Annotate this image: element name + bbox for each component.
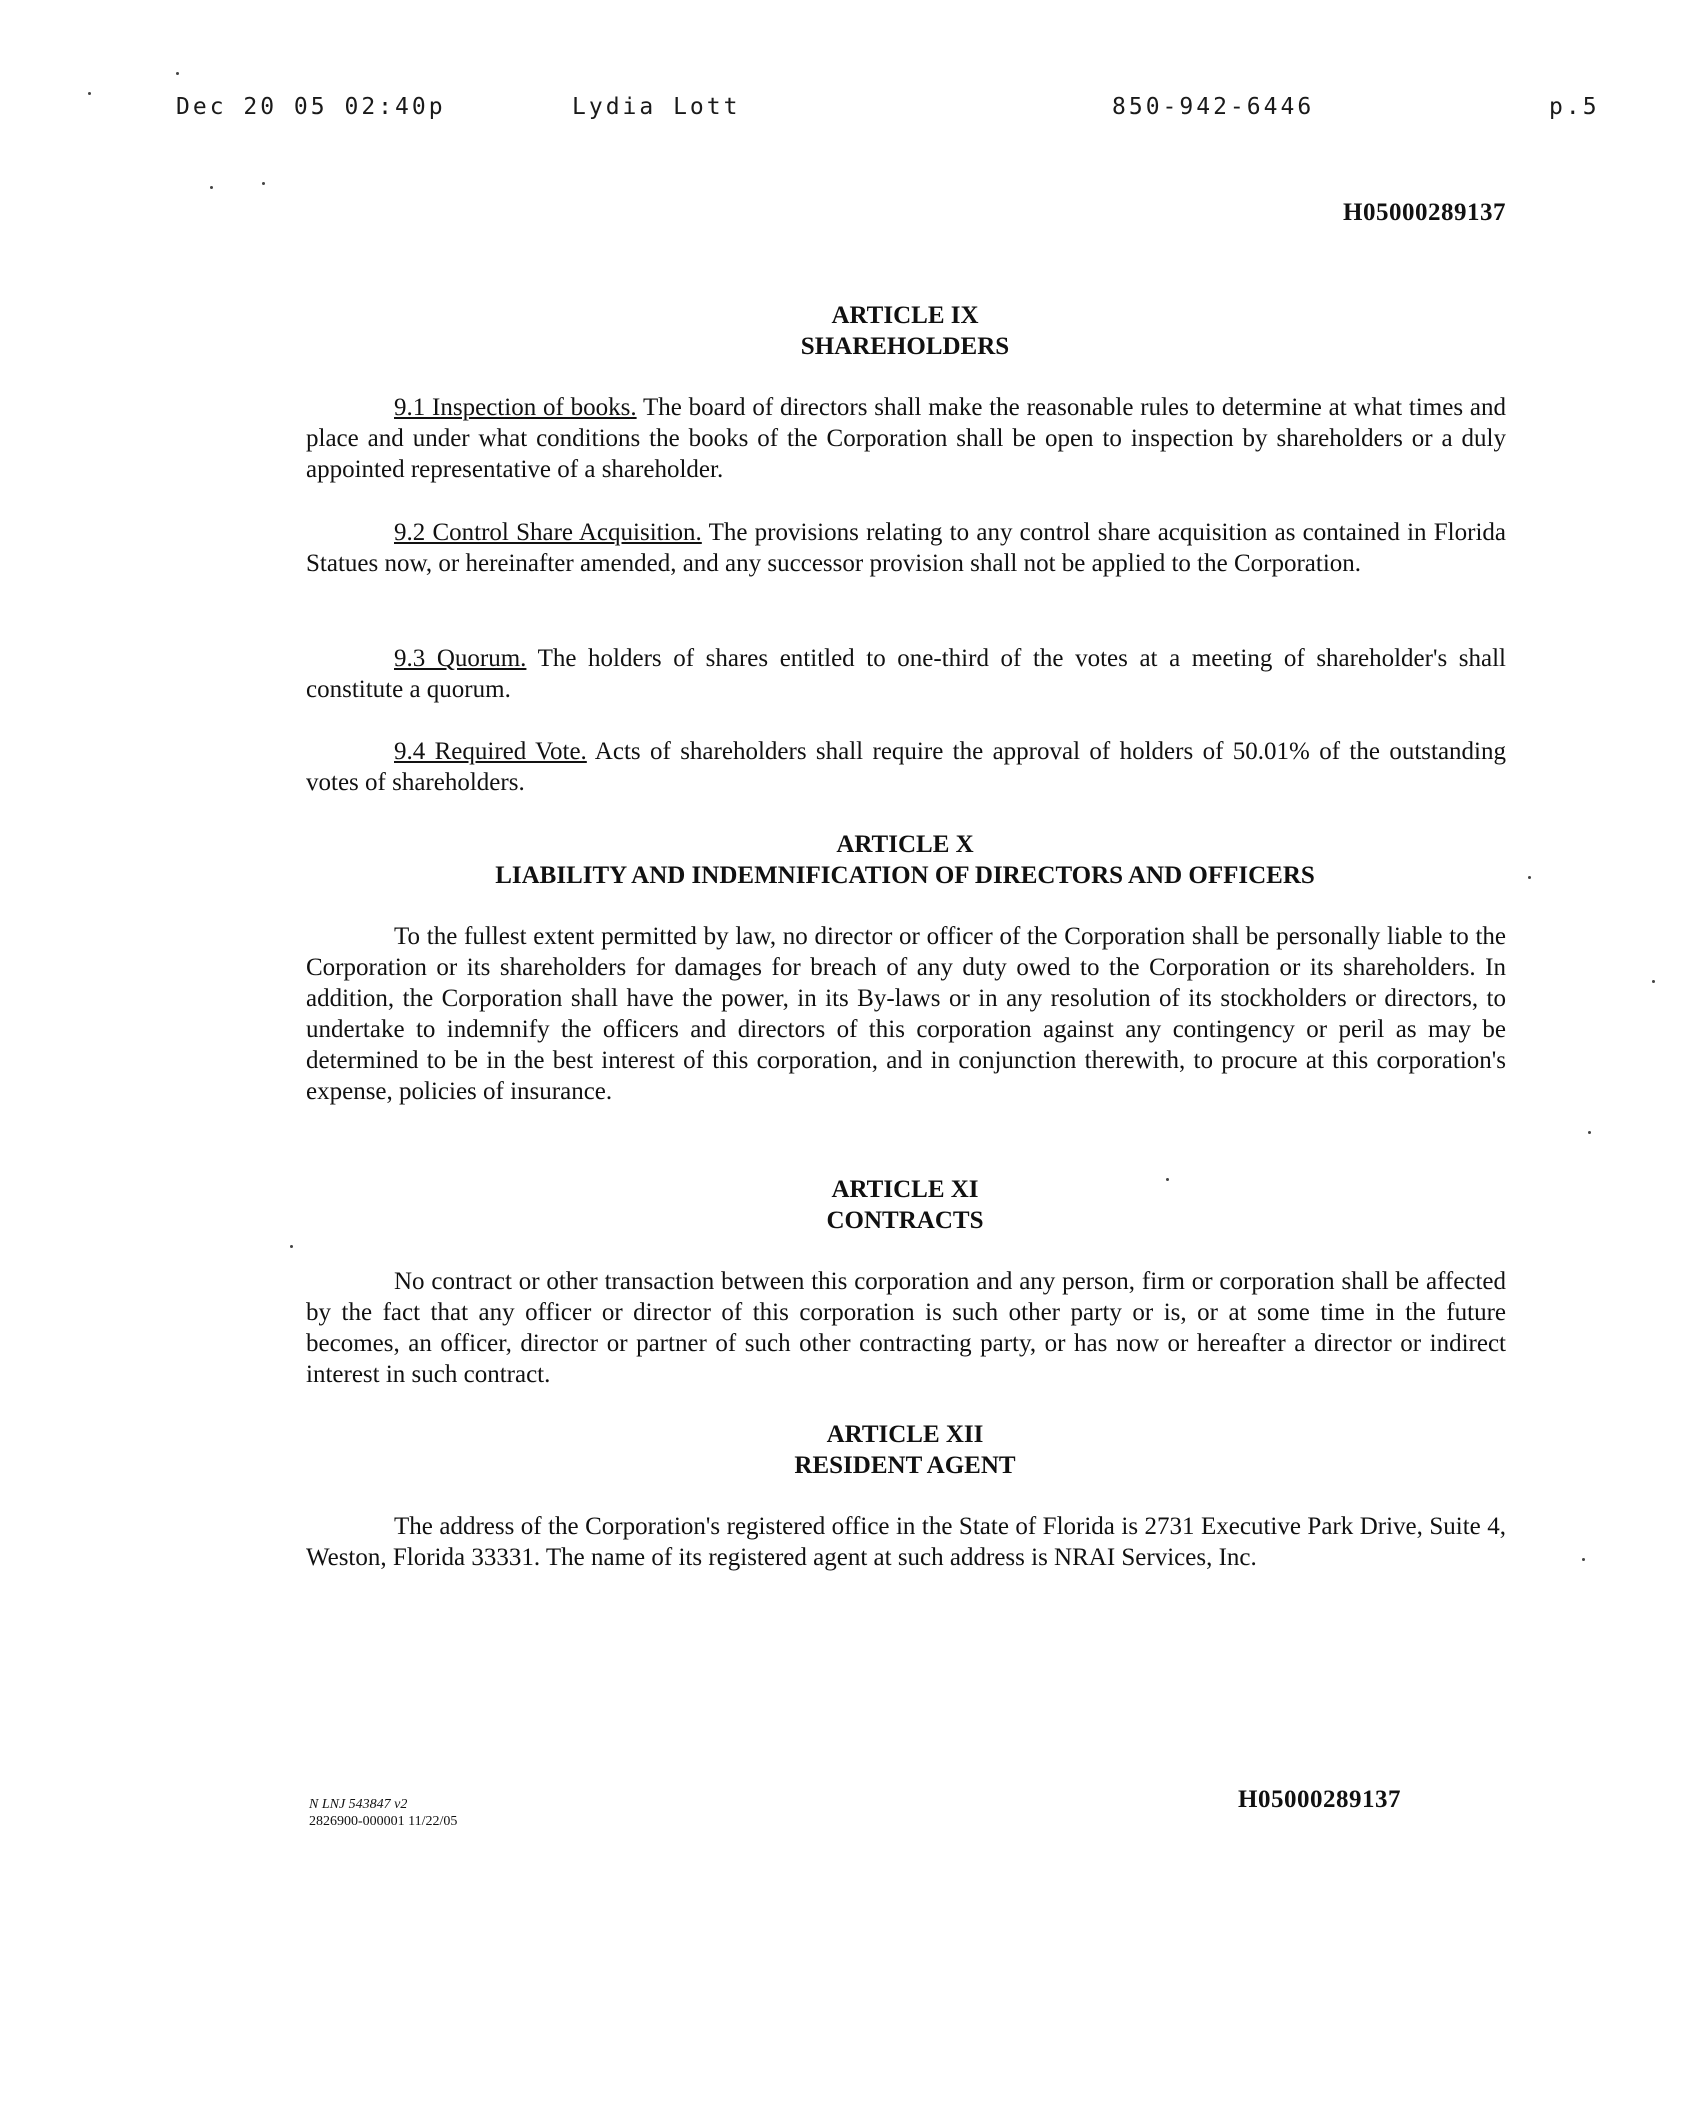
article-xii-subtitle: RESIDENT AGENT <box>794 1452 1016 1479</box>
footer-reference <box>309 1796 457 1830</box>
article-xii-title: ARTICLE XII <box>826 1421 984 1448</box>
article-xii-text: The address of the Corporation's registered office in the State of Florida is 2731 Executive Park Drive, Suite 4, Weston, Florida 33331. The name of its registered agent at such address is NRAI Services, Inc. <box>306 1513 1506 1571</box>
section-9-3-heading: 9.3 Quorum. <box>394 645 527 672</box>
section-9-2-heading: 9.2 Control Share Acquisition. <box>394 519 702 546</box>
scan-speck <box>262 182 265 185</box>
article-ix-title: ARTICLE IX <box>831 302 979 329</box>
scan-speck <box>1652 980 1655 983</box>
scan-speck <box>1582 1558 1585 1561</box>
scan-speck <box>1588 1131 1591 1134</box>
document-id-top: H05000289137 <box>1343 199 1506 226</box>
section-9-4 <box>306 736 1506 798</box>
article-x-subtitle: LIABILITY AND INDEMNIFICATION OF DIRECTORS AND OFFICERS <box>495 862 1315 889</box>
section-9-3 <box>306 643 1506 705</box>
article-xi-text: No contract or other transaction between this corporation and any person, firm or corporation shall be affected by the fact that any officer or director of this corporation is such other party or is, or at some time in the future becomes, an officer, director or partner of such other contracting party, or has now or hereafter a director or indirect interest in such contract. <box>306 1268 1506 1388</box>
fax-sender: Lydia Lott <box>572 94 741 120</box>
section-9-1-text: The board of directors shall make the reasonable rules to determine at what times and place and under what conditions the books of the Corporation shall be open to inspection by shareholders or a duly appointed representative of a shareholder. <box>306 394 1506 483</box>
fax-page-number: p.5 <box>1549 94 1600 120</box>
section-9-1 <box>306 392 1506 485</box>
article-x-title: ARTICLE X <box>836 831 974 858</box>
scan-speck <box>176 72 179 75</box>
footer-ref-line-1: N LNJ 543847 v2 <box>309 1797 408 1812</box>
fax-date-time: Dec 20 05 02:40p <box>176 94 446 120</box>
scan-speck <box>1166 1178 1169 1181</box>
article-xi-title: ARTICLE XI <box>831 1176 979 1203</box>
article-xi-subtitle: CONTRACTS <box>826 1207 984 1234</box>
article-x-text: To the fullest extent permitted by law, no director or officer of the Corporation shall be personally liable to the Corporation or its shareholders for damages for breach of any duty owed to the Corporation or its shareholders. In addition, the Corporation shall have the power, in its By-laws or in any resolution of its stockholders or directors, to undertake to indemnify the officers and directors of this corporation against any contingency or peril as may be determined to be in the best interest of this corporation, and in conjunction therewith, to procure at this corporation's expense, policies of insurance. <box>306 923 1506 1105</box>
scan-speck <box>290 1245 293 1248</box>
scan-speck <box>210 186 213 189</box>
footer-ref-line-2: 2826900-000001 11/22/05 <box>309 1814 458 1829</box>
section-9-2-text: The provisions relating to any control share acquisition as contained in Florida Statues now, or hereinafter amended, and any successor provision shall not be applied to the Corporation. <box>306 519 1506 577</box>
fax-phone: 850-942-6446 <box>1112 94 1315 120</box>
section-9-2 <box>306 517 1506 579</box>
section-9-3-text: The holders of shares entitled to one-third of the votes at a meeting of shareholder's shall constitute a quorum. <box>306 645 1506 703</box>
article-ix-subtitle: SHAREHOLDERS <box>800 333 1010 360</box>
section-9-4-text: Acts of shareholders shall require the approval of holders of 50.01% of the outstanding votes of shareholders. <box>306 738 1506 796</box>
section-9-4-heading: 9.4 Required Vote. <box>394 738 587 765</box>
scan-speck <box>1528 876 1531 879</box>
document-id-bottom: H05000289137 <box>1238 1786 1401 1813</box>
section-9-1-heading: 9.1 Inspection of books. <box>394 394 637 421</box>
scan-speck <box>88 92 91 95</box>
